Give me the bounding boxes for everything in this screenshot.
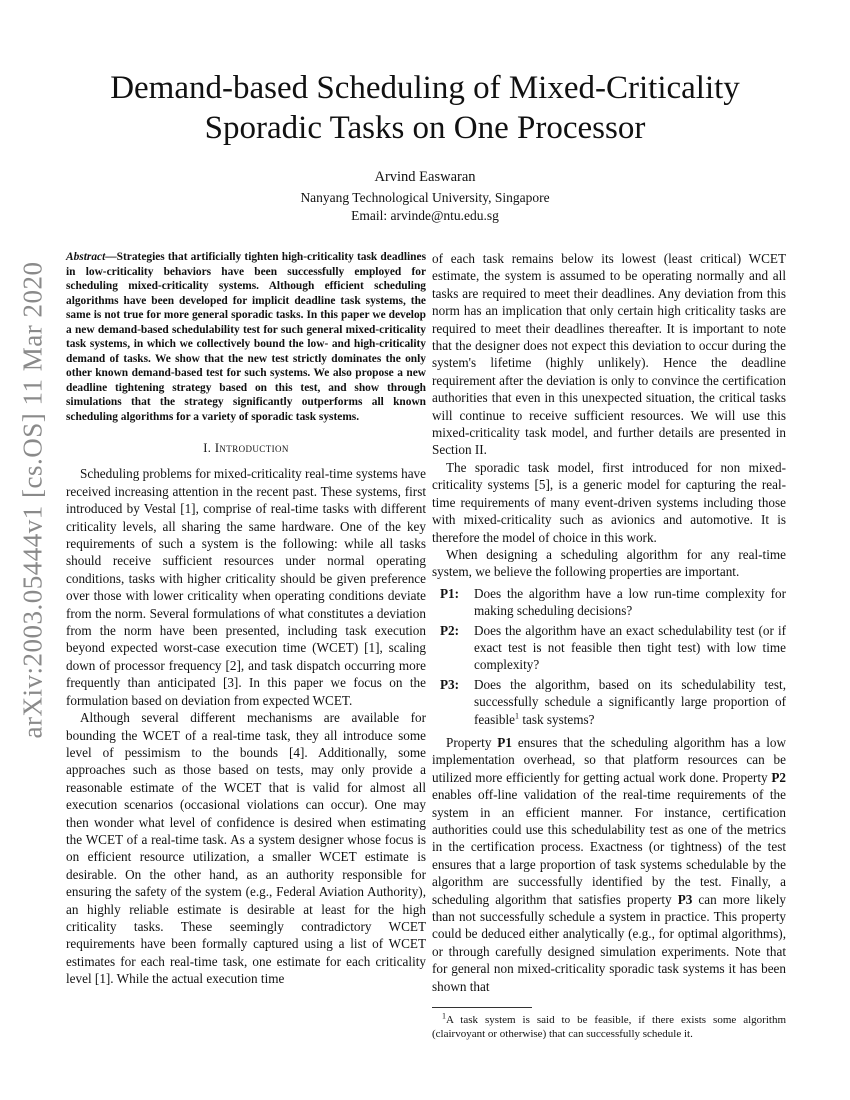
intro-paragraph-5: When designing a scheduling algorithm for any real-time system, we believe the following properties are important. <box>432 546 786 580</box>
author-name: Arvind Easwaran <box>374 169 476 185</box>
intro-paragraph-3: of each task remains below its lowest (least critical) WCET estimate, the system is assumed to be operating normally and all tasks are required to meet their deadlines. Any deviation from this norm has an implication that only certain high criticality tasks are required to meet their deadlines thereafter. It is important to note that the designer does not expect this deviation to occur during the system's lifetime (highly unlikely). Hence the deadline requirement after the deviation is only to convince the certification authorities that even in this unexpected situation, the critical tasks will continue to receive sufficient resources. We will use this mixed-criticality task model, and further details are presented in Section II. <box>432 251 786 458</box>
property-label: P2: <box>440 622 460 638</box>
intro-paragraph-6 <box>432 734 786 995</box>
section-heading-introduction <box>66 440 426 457</box>
footnote-divider <box>432 1007 532 1008</box>
intro-paragraph-4: The sporadic task model, first introduced for non mixed-criticality systems [5], is a generic model for capturing the real-time requirements of many event-driven systems including those with mixed-criticality such as avionics and automotive. It is therefore the model of choice in this work. <box>432 459 786 545</box>
property-text-before: Does the algorithm, based on its schedulability test, successfully schedule a significantly large proportion of feasible <box>474 676 786 727</box>
abstract-text: —Strategies that artificially tighten high-criticality task deadlines in low-criticality behaviors have been successfully employed for scheduling mixed-criticality systems. Although efficient scheduling algorithms have been developed for implicit deadline task systems, the same is not true for more general sporadic tasks. In this paper we develop a new demand-based schedulability test for such general mixed-criticality task systems, in which we collectively bound the low- and high-criticality demand of tasks. We show that the new test strictly dominates the only other known demand-based test for such systems. We also propose a new deadline tightening strategy based on this test, and show through simulations that the strategy significantly outperforms all known scheduling algorithms for a variety of sporadic task systems. <box>66 251 426 423</box>
property-label: P3: <box>440 676 460 692</box>
property-text: Does the algorithm have a low run-time complexity for making scheduling decisions? <box>474 585 786 619</box>
property-list <box>432 585 786 728</box>
arxiv-stamp-text: arXiv:2003.05444v1 [cs.OS] 11 Mar 2020 <box>17 261 48 739</box>
text-run: Property <box>446 734 498 750</box>
abstract <box>66 250 426 424</box>
footnote-ref: 1 <box>515 711 520 721</box>
right-column <box>432 250 786 1041</box>
intro-paragraph-1: Scheduling problems for mixed-criticality real-time systems have received increasing attention in the recent past. These systems, first introduced by Vestal [1], comprise of real-time tasks with different criticality levels, all sharing the same hardware. One of the key requirements of such a system is the following: while all tasks should receive sufficient resources under normal operating conditions, tasks with higher criticality should be given preference over those with lower criticality when operating conditions deviate from the norm. Several formulations of what constitutes a deviation from the norm have been presented, including task execution beyond expected worst-case execution time (WCET) [1], scaling down of processor frequency [2], and task dispatch occurring more frequently than anticipated [3]. In this paper we focus on the formulation based on deviation from expected WCET. <box>66 466 426 708</box>
bold-p3: P3 <box>677 891 693 907</box>
property-text: Does the algorithm have an exact schedulability test (or if exact test is not feasible then tight test) with low time complexity? <box>474 622 786 673</box>
left-column <box>66 250 426 988</box>
section-number: I. <box>203 441 212 455</box>
property-text <box>464 676 786 728</box>
paper-title <box>60 68 790 148</box>
property-label: P1: <box>440 585 460 601</box>
author-affiliation: Nanyang Technological University, Singapore <box>300 190 550 205</box>
property-text-after: task systems? <box>519 711 595 727</box>
footnote <box>432 1011 786 1041</box>
intro-paragraph-2: Although several different mechanisms are available for bounding the WCET of a real-time task, they all introduce some level of pessimism to the bounds [4]. Additionally, some approaches such as those based on tests, may only provide a reasonable estimate of the WCET that is valid for almost all execution scenarios (occasional violations can occur). One may then wonder what level of confidence is desired when estimating the WCET of a real-time task. As a system designer whose focus is on efficient resource utilization, a smaller WCET estimate is desirable. On the other hand, as an authority responsible for ensuring the safety of the system (e.g., Federal Aviation Authority), an highly reliable estimate is desirable at least for the high criticality tasks. These seemingly contradictory WCET requirements have been formally captured using a list of WCET estimates for each real-time task, one estimate for each criticality level [1]. While the actual execution time <box>66 710 426 987</box>
property-p2 <box>432 622 786 674</box>
property-p1 <box>432 585 786 620</box>
text-run: can more likely than not successfully schedule a system in practice. This property could be deduced either analytically (e.g., for optimal algorithms), or through carefully designed simulation experiments. Note that for general non mixed-criticality sporadic task systems it has been shown that <box>432 891 786 994</box>
text-run: ensures that the scheduling algorithm has a low implementation overhead, so that platform resources can be utilized more efficiently for getting actual work done. Property <box>432 734 786 785</box>
footnote-text: A task system is said to be feasible, if there exists some algorithm (clairvoyant or otherwise) that can successfully schedule it. <box>432 1014 786 1040</box>
arxiv-side-stamp <box>8 261 58 739</box>
bold-p2: P2 <box>771 769 786 785</box>
abstract-label: Abstract <box>66 251 106 263</box>
section-name: Introduction <box>214 441 289 455</box>
title-line-1: Demand-based Scheduling of Mixed-Criticality <box>110 70 740 106</box>
author-email: Email: arvinde@ntu.edu.sg <box>351 208 499 223</box>
text-run: enables off-line validation of the real-time requirements of the system in an efficient manner. For instance, certification authorities could use this schedulability test as one of the metrics in the certification process. Exactness (or tightness) of the test ensures that a large proportion of task systems schedulable by the algorithm are successfully identified by the test. Finally, a scheduling algorithm that satisfies property <box>432 787 786 907</box>
title-line-2: Sporadic Tasks on One Processor <box>204 110 646 146</box>
footnote-mark: 1 <box>442 1011 446 1021</box>
bold-p1: P1 <box>497 734 512 750</box>
author-block <box>60 168 790 225</box>
property-p3 <box>432 676 786 728</box>
